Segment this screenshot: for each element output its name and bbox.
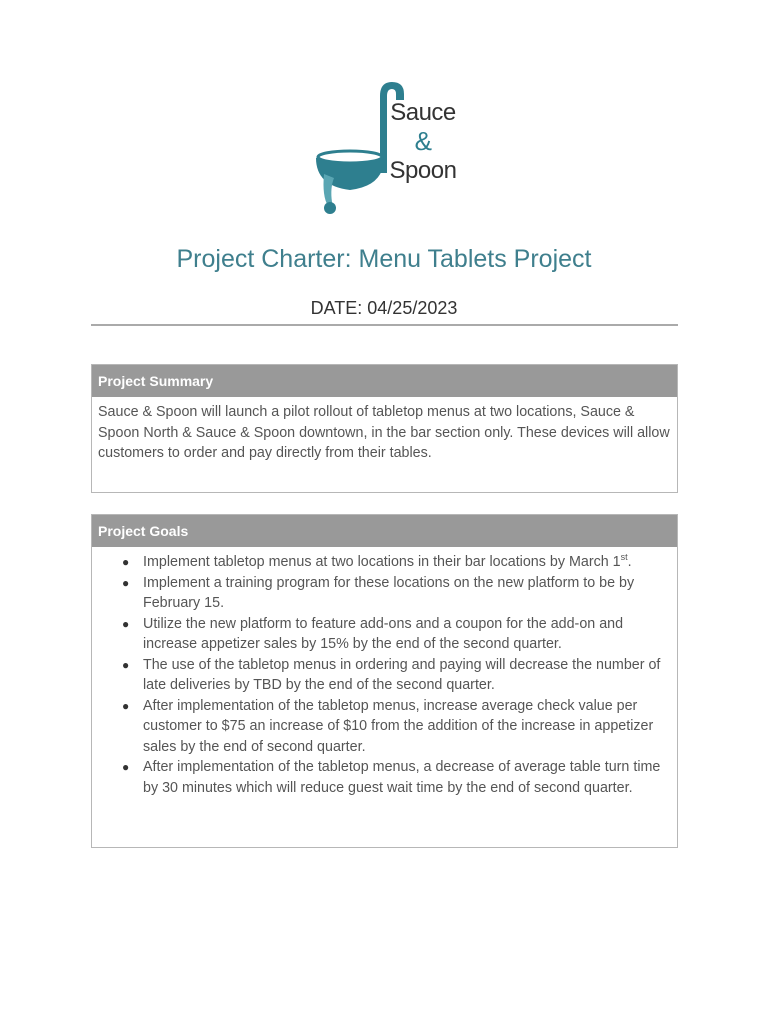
list-item: ● Implement a training program for these locations on the new platform to be by February 15. (122, 574, 635, 611)
document-date: DATE: 04/25/2023 (310, 298, 458, 318)
bullet-icon: ● (122, 575, 130, 590)
project-goals-list (98, 552, 671, 798)
header-divider (91, 324, 678, 326)
project-summary-section (91, 364, 678, 493)
list-item: ● The use of the tabletop menus in ordering and paying will decrease the number of late deliveries by TBD by the end of the second quarter. (122, 656, 661, 693)
sauce-and-spoon-logo (310, 78, 460, 220)
logo-text-ampersand: & (414, 126, 432, 156)
project-goals-section (91, 514, 678, 848)
logo-text-spoon: Spoon (389, 157, 457, 184)
list-item: ● After implementation of the tabletop menus, a decrease of average table turn time by 30 minutes which will reduce guest wait time by the end of second quarter. (122, 759, 661, 796)
list-item: ● After implementation of the tabletop menus, increase average check value per customer to $75 an increase of $10 from the addition of the increase in appetizer sales by the end of second quarter. (122, 697, 654, 755)
project-summary-heading: Project Summary (92, 365, 677, 397)
project-goals-heading: Project Goals (92, 515, 677, 547)
bullet-icon: ● (122, 555, 130, 569)
logo-text-sauce: Sauce (390, 99, 456, 126)
list-item: ● Utilize the new platform to feature add-ons and a coupon for the add-on and increase appetizer sales by 15% by the end of the second quarter. (122, 615, 624, 652)
bullet-icon: ● (122, 760, 130, 774)
project-summary-text: Sauce & Spoon will launch a pilot rollout of tabletop menus at two locations, Sauce & Spoon North & Sauce & Spoon downtown, in the bar section only. These devices will allow customers to order and pay directly from their tables. (98, 404, 670, 461)
bullet-icon: ● (122, 616, 130, 631)
bullet-icon: ● (122, 698, 130, 713)
page-title: Project Charter: Menu Tablets Project (176, 245, 592, 273)
list-item: ● Implement tabletop menus at two locations in their bar locations by March 1st. (98, 552, 671, 573)
bullet-icon: ● (122, 657, 130, 672)
